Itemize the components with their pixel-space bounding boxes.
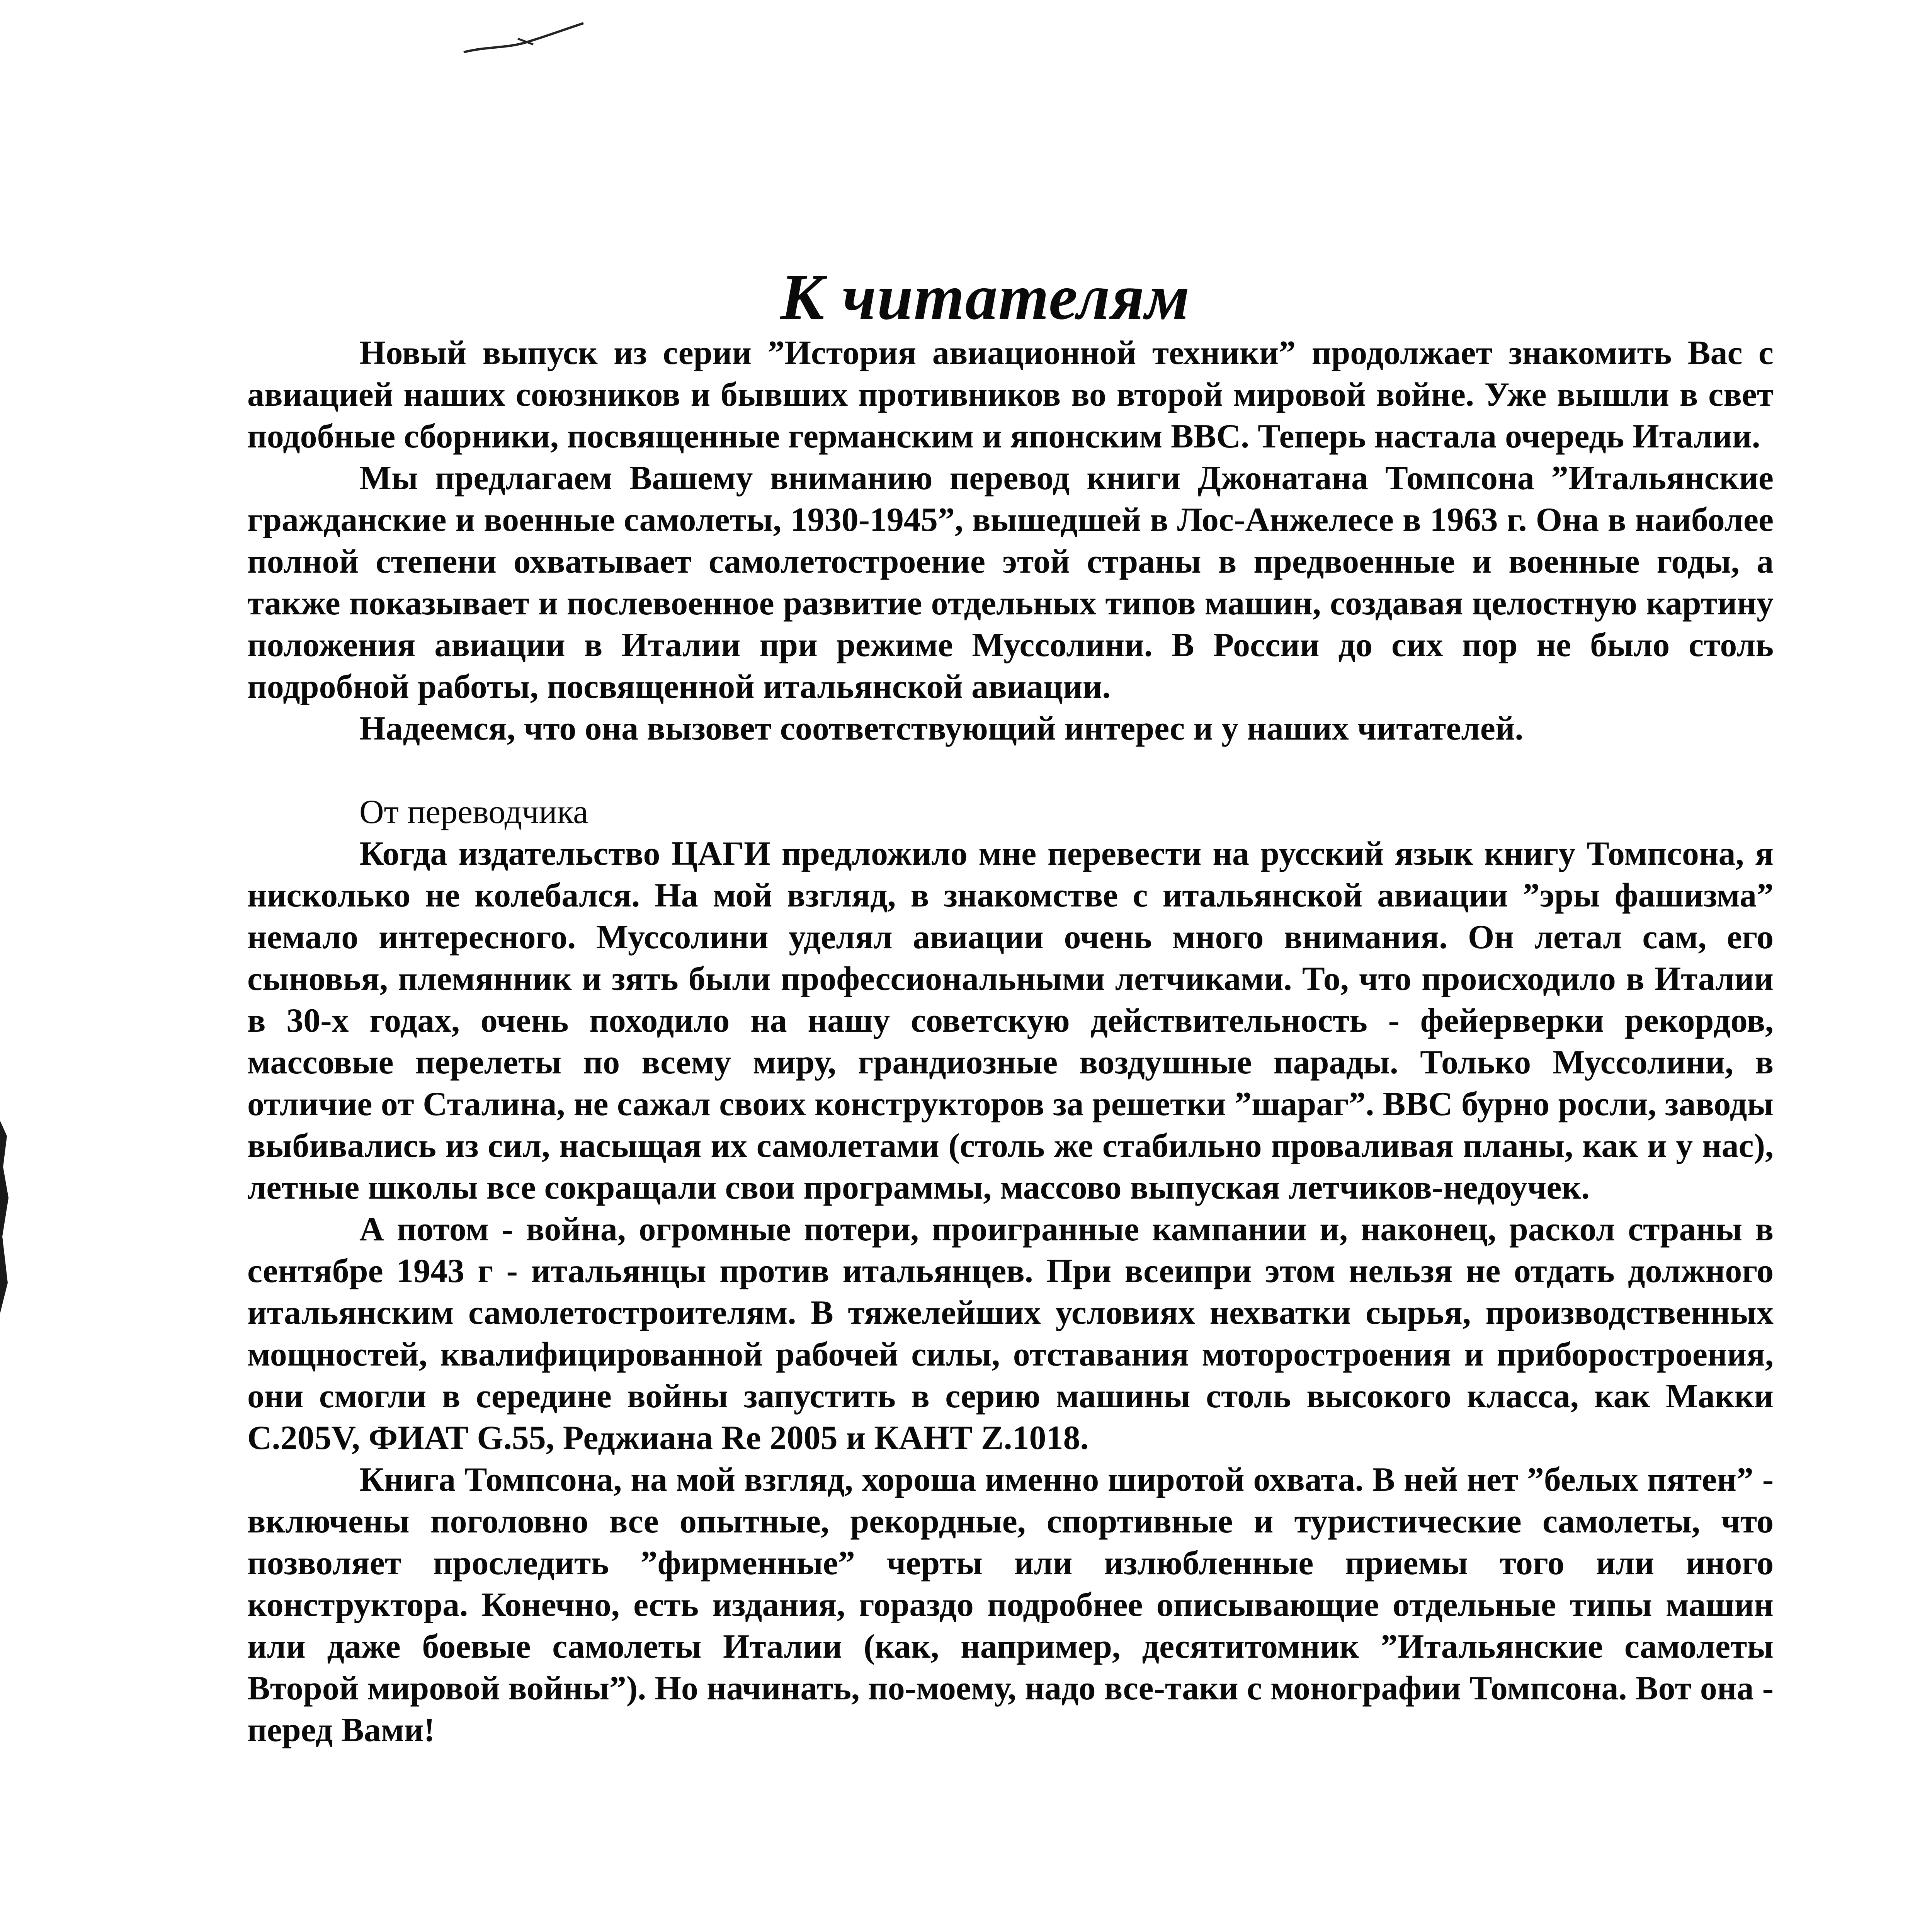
translator-paragraph-3: Книга Томпсона, на мой взгляд, хороша именно широтой охвата. В ней нет ”белых пятен” - включены поголовно все опытные, рекордные, спортивные и туристические самолеты, что позволяет проследить ”фирменные” черты или излюбленные приемы того или иного конструктора. Конечно, есть издания, гораздо подробнее описывающие отдельные типы машин или даже боевые самолеты Италии (как, например, десятитомник ”Итальянские самолеты Второй мировой войны”). Но начинать, по-моему, надо все-таки с монографии Томпсона. Вот она - перед Вами! bbox=[247, 1461, 1774, 1749]
scan-left-edge-artifact bbox=[0, 1121, 15, 1314]
translator-heading: От переводчика bbox=[359, 793, 588, 831]
translator-paragraph-2: А потом - война, огромные потери, проигранные кампании и, наконец, раскол страны в сентябре 1943 г - итальянцы против итальянцев. При всеипри этом нельзя не отдать должного итальянским самолетостроителям. В тяжелейших условиях нехватки сырья, производственных мощностей, квалифицированной рабочей силы, отставания моторостроения и приборостроения, они смогли в середине войны запустить в серию машины столь высокого класса, как Макки С.205V, ФИАТ G.55, Реджиана Re 2005 и КАНТ Z.1018. bbox=[247, 1211, 1774, 1457]
translator-paragraph-1: Когда издательство ЦАГИ предложило мне перевести на русский язык книгу Томпсона, я нисколько не колебался. На мой взгляд, в знакомстве с итальянской авиации ”эры фашизма” немало интересного. Муссолини уделял авиации очень много внимания. Он летал сам, его сыновья, племянник и зять были профессиональными летчиками. То, что происходило в Италии в 30-х годах, очень походило на нашу советскую действительность - фейерверки рекордов, массовые перелеты по всему миру, грандиозные воздушные парады. Только Муссолини, в отличие от Сталина, не сажал своих конструкторов за решетки ”шараг”. ВВС бурно росли, заводы выбивались из сил, насыщая их самолетами (столь же стабильно проваливая планы, как и у нас), летные школы все сокращали свои программы, массово выпуская летчиков-недоучек. bbox=[247, 835, 1774, 1206]
intro-paragraph-2: Мы предлагаем Вашему вниманию перевод книги Джонатана Томпсона ”Итальянские гражданские и военные самолеты, 1930-1945”, вышедшей в Лос-Анжелесе в 1963 г. Она в наиболее полной степени охватывает самолетостроение этой страны в предвоенные и военные годы, а также показывает и послевоенное развитие отдельных типов машин, создавая целостную картину положения авиации в Италии при режиме Муссолини. В России до сих пор не было столь подробной работы, посвященной итальянской авиации. bbox=[247, 459, 1774, 706]
scan-pen-mark bbox=[460, 15, 591, 58]
article-body bbox=[247, 332, 1774, 1751]
intro-paragraph-1: Новый выпуск из серии ”История авиационной техники” продолжает знакомить Вас с авиацией наших союзников и бывших противников во второй мировой войне. Уже вышли в свет подобные сборники, посвященные германским и японским ВВС. Теперь настала очередь Италии. bbox=[247, 334, 1774, 455]
page-title: К читателям bbox=[780, 261, 1190, 333]
intro-paragraph-3: Надеемся, что она вызовет соответствующий интерес и у наших читателей. bbox=[359, 710, 1524, 747]
